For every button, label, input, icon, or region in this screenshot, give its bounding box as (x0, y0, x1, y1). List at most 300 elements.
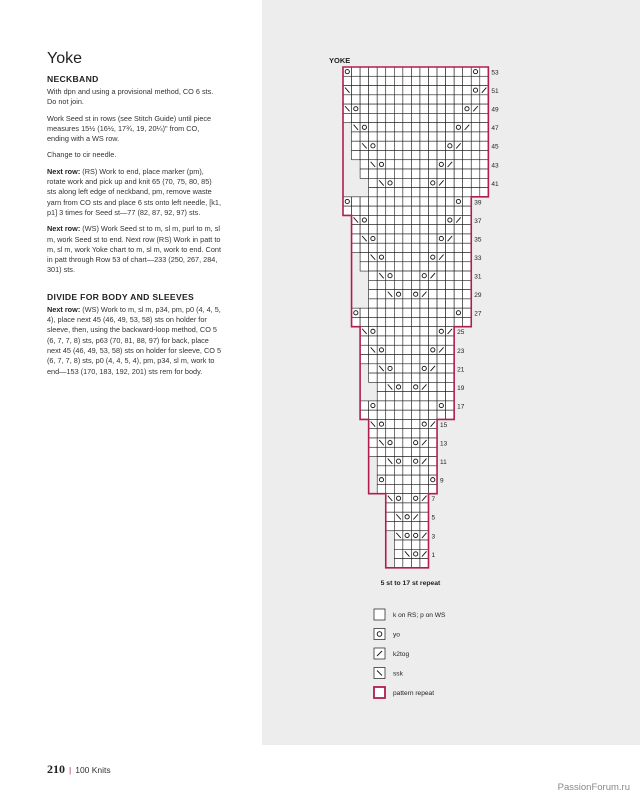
chart-cell (463, 113, 472, 122)
chart-cell (454, 86, 463, 95)
chart-cell (463, 243, 472, 252)
chart-cell (446, 67, 455, 76)
chart-cell (420, 280, 429, 289)
chart-cell (403, 531, 412, 540)
chart-cell (420, 123, 429, 132)
chart-cell (343, 113, 352, 122)
chart-cell (386, 280, 395, 289)
chart-cell (411, 429, 420, 438)
chart-cell (403, 169, 412, 178)
chart-cell (386, 253, 395, 262)
legend-yo-label: yo (393, 631, 400, 639)
chart-cell (394, 76, 403, 85)
chart-cell (411, 364, 420, 373)
chart-cell (369, 336, 378, 345)
chart-cell (377, 160, 386, 169)
chart-cell (403, 76, 412, 85)
row-label: 21 (457, 366, 465, 374)
chart-cell (394, 280, 403, 289)
chart-cell (411, 86, 420, 95)
chart-cell (352, 113, 361, 122)
chart-cell (386, 178, 395, 187)
chart-cell (377, 419, 386, 428)
chart-cell (429, 262, 438, 271)
chart-cell (352, 197, 361, 206)
chart-cell (394, 484, 403, 493)
chart-cell (403, 150, 412, 159)
row-label: 3 (431, 533, 436, 541)
chart-cell (386, 169, 395, 178)
chart-cell (454, 178, 463, 187)
chart-cell (369, 234, 378, 243)
chart-cell (411, 475, 420, 484)
chart-cell (454, 67, 463, 76)
chart-cell (463, 132, 472, 141)
chart-cell (437, 355, 446, 364)
row-lead: Next row: (47, 166, 81, 176)
chart-cell (377, 355, 386, 364)
chart-cell (437, 76, 446, 85)
chart-cell (377, 336, 386, 345)
chart-cell (429, 86, 438, 95)
chart-cell (386, 373, 395, 382)
chart-cell (429, 206, 438, 215)
chart-cell (463, 317, 472, 326)
chart-cell (394, 308, 403, 317)
chart-cell (429, 188, 438, 197)
chart-cell (394, 86, 403, 95)
chart-cell (386, 419, 395, 428)
chart-cell (352, 234, 361, 243)
chart-cell (369, 113, 378, 122)
chart-cell (411, 382, 420, 391)
chart-cell (386, 355, 395, 364)
chart-cell (394, 475, 403, 484)
chart-cell (377, 86, 386, 95)
chart-cell (360, 345, 369, 354)
chart-cell (403, 317, 412, 326)
chart-cell (420, 429, 429, 438)
row-label: 41 (491, 180, 499, 188)
chart-cell (446, 169, 455, 178)
chart-cell (403, 271, 412, 280)
chart-cell (454, 308, 463, 317)
chart-cell (437, 280, 446, 289)
chart-cell (420, 484, 429, 493)
chart-cell (377, 373, 386, 382)
chart-cell (429, 299, 438, 308)
chart-cell (352, 150, 361, 159)
chart-cell (403, 280, 412, 289)
chart-cell (386, 336, 395, 345)
chart-cell (411, 308, 420, 317)
row-label: 31 (474, 273, 482, 281)
chart-cell (411, 67, 420, 76)
row-label: 45 (491, 143, 499, 151)
chart-cell (394, 494, 403, 503)
chart-cell (369, 225, 378, 234)
chart-cell (420, 150, 429, 159)
chart-cell (403, 355, 412, 364)
chart-cell (454, 188, 463, 197)
chart-cell (437, 262, 446, 271)
chart-cell (369, 197, 378, 206)
chart-cell (420, 299, 429, 308)
chart-cell (369, 364, 378, 373)
chart-cell (463, 299, 472, 308)
chart-cell (403, 345, 412, 354)
chart-cell (437, 141, 446, 150)
chart-cell (394, 373, 403, 382)
chart-cell (403, 429, 412, 438)
chart-cell (377, 327, 386, 336)
chart-cell (403, 336, 412, 345)
chart-cell (420, 419, 429, 428)
chart-cell (411, 197, 420, 206)
chart-cell (377, 392, 386, 401)
legend-yo-box (374, 629, 385, 640)
chart-cell (446, 382, 455, 391)
chart-cell (420, 466, 429, 475)
chart-cell (463, 178, 472, 187)
chart-cell (420, 169, 429, 178)
chart-row (352, 234, 472, 253)
chart-row (360, 253, 471, 272)
chart-cell (411, 327, 420, 336)
chart-cell (386, 512, 395, 521)
chart-cell (411, 438, 420, 447)
chart-cell (437, 169, 446, 178)
chart-cell (437, 160, 446, 169)
chart-cell (386, 484, 395, 493)
chart-cell (471, 86, 480, 95)
chart-cell (369, 373, 378, 382)
chart-cell (420, 95, 429, 104)
chart-cell (403, 243, 412, 252)
chart-cell (429, 67, 438, 76)
chart-cell (471, 188, 480, 197)
chart-cell (446, 262, 455, 271)
chart-cell (429, 484, 438, 493)
chart-cell (394, 438, 403, 447)
chart-cell (429, 253, 438, 262)
chart-cell (360, 355, 369, 364)
chart-cell (403, 401, 412, 410)
section-title: Yoke (47, 50, 82, 67)
chart-cell (437, 382, 446, 391)
chart-cell (420, 475, 429, 484)
chart-cell (454, 243, 463, 252)
chart-cell (437, 290, 446, 299)
chart-cell (429, 429, 438, 438)
paragraph-next-row-ws (47, 224, 222, 275)
row-text: (RS) Work to end, place marker (pm), rotate work and pick up and knit 65 (70, 75, 80, 85) sts along left edge of neckband, pm, remove waste yarn from CO sts and place 6 sts onto left needle, [k1, p1] 3 times for Seed st—77 (82, 87, 92, 97) sts. (47, 166, 221, 217)
chart-cell (377, 95, 386, 104)
chart-cell (394, 364, 403, 373)
chart-cell (403, 447, 412, 456)
chart-cell (360, 150, 369, 159)
chart-cell (437, 327, 446, 336)
chart-cell (471, 150, 480, 159)
chart-cell (454, 234, 463, 243)
chart-cell (463, 290, 472, 299)
chart-cell (394, 327, 403, 336)
chart-cell (429, 336, 438, 345)
chart-cell (446, 271, 455, 280)
chart-cell (437, 95, 446, 104)
chart-cell (411, 521, 420, 530)
chart-cell (394, 559, 403, 568)
chart-cell (403, 364, 412, 373)
chart-cell (360, 215, 369, 224)
chart-cell (386, 503, 395, 512)
chart-cell (386, 123, 395, 132)
chart-cell (394, 345, 403, 354)
chart-cell (403, 410, 412, 419)
chart-cell (420, 392, 429, 401)
chart-cell (403, 95, 412, 104)
watermark: PassionForum.ru (557, 782, 630, 793)
chart-cell (369, 401, 378, 410)
chart-cell (471, 141, 480, 150)
chart-cell (429, 410, 438, 419)
chart-cell (411, 243, 420, 252)
chart-cell (394, 401, 403, 410)
chart-cell (471, 178, 480, 187)
chart-cell (446, 336, 455, 345)
chart-cell (377, 475, 386, 484)
chart-cell (394, 355, 403, 364)
chart-cell (352, 86, 361, 95)
chart-cell (377, 345, 386, 354)
neckband-heading: NECKBAND (47, 74, 99, 84)
chart-cell (360, 243, 369, 252)
chart-cell (411, 419, 420, 428)
chart-cell (463, 86, 472, 95)
chart-cell (386, 86, 395, 95)
chart-cell (437, 317, 446, 326)
chart-cell (437, 206, 446, 215)
chart-cell (403, 253, 412, 262)
row-label: 49 (491, 106, 499, 114)
chart-cell (420, 410, 429, 419)
chart-cell (377, 243, 386, 252)
chart-cell (403, 494, 412, 503)
chart-cell (471, 169, 480, 178)
chart-cell (369, 95, 378, 104)
chart-cell (446, 392, 455, 401)
chart-cell (411, 373, 420, 382)
chart-cell (360, 169, 369, 178)
chart-cell (369, 169, 378, 178)
chart-cell (437, 188, 446, 197)
chart-cell (437, 243, 446, 252)
chart-cell (377, 262, 386, 271)
chart-cell (377, 169, 386, 178)
chart-cell (480, 67, 489, 76)
chart-cell (403, 559, 412, 568)
row-label: 33 (474, 255, 482, 262)
chart-cell (429, 141, 438, 150)
chart-cell (420, 178, 429, 187)
chart-cell (454, 262, 463, 271)
chart-cell (403, 141, 412, 150)
chart-cell (411, 104, 420, 113)
row-label: 27 (474, 310, 482, 318)
chart-row (343, 67, 488, 86)
chart-cell (377, 466, 386, 475)
chart-cell (394, 419, 403, 428)
chart-cell (420, 76, 429, 85)
chart-cell (394, 382, 403, 391)
page-number: 210 (47, 762, 65, 776)
chart-cell (420, 345, 429, 354)
chart-cell (403, 308, 412, 317)
chart-cell (386, 317, 395, 326)
chart-cell (343, 76, 352, 85)
chart-cell (343, 197, 352, 206)
chart-cell (429, 234, 438, 243)
chart-cell (446, 225, 455, 234)
chart-cell (471, 160, 480, 169)
chart-cell (446, 206, 455, 215)
chart-cell (394, 317, 403, 326)
chart-cell (454, 104, 463, 113)
chart-cell (394, 429, 403, 438)
chart-row (352, 308, 472, 327)
chart-cell (454, 76, 463, 85)
chart-cell (429, 438, 438, 447)
legend-knit-label: k on RS; p on WS (393, 612, 446, 619)
chart-cell (386, 243, 395, 252)
paragraph-change-needle: Change to cir needle. (47, 150, 117, 160)
chart-cell (411, 215, 420, 224)
row-label: 23 (457, 347, 465, 355)
chart-cell (377, 150, 386, 159)
chart-cell (429, 169, 438, 178)
chart-cell (411, 253, 420, 262)
chart-cell (411, 160, 420, 169)
page-footer (47, 762, 111, 777)
chart-row (386, 494, 429, 513)
chart-cell (377, 104, 386, 113)
chart-row (343, 197, 471, 216)
chart-cell (429, 76, 438, 85)
chart-cell (386, 271, 395, 280)
chart-cell (446, 373, 455, 382)
chart-cell (403, 160, 412, 169)
chart-cell (394, 206, 403, 215)
row-label: 9 (440, 477, 444, 485)
chart-cell (480, 188, 489, 197)
chart-cell (394, 466, 403, 475)
chart-cell (394, 410, 403, 419)
chart-cell (454, 160, 463, 169)
chart-cell (437, 104, 446, 113)
chart-cell (429, 95, 438, 104)
chart-cell (369, 67, 378, 76)
chart-cell (403, 206, 412, 215)
chart-cell (403, 197, 412, 206)
chart-cell (394, 392, 403, 401)
chart-cell (369, 308, 378, 317)
chart-cell (403, 438, 412, 447)
chart-cell (394, 215, 403, 224)
chart-cell (446, 188, 455, 197)
chart-cell (394, 521, 403, 530)
chart-cell (471, 67, 480, 76)
chart-cell (403, 67, 412, 76)
row-label: 19 (457, 384, 465, 392)
chart-cell (352, 132, 361, 141)
chart-cell (394, 336, 403, 345)
chart-cell (463, 215, 472, 224)
chart-cell (394, 540, 403, 549)
chart-cell (360, 401, 369, 410)
chart-cell (377, 197, 386, 206)
chart-cell (394, 160, 403, 169)
row-label: 47 (491, 125, 499, 133)
chart-cell (352, 104, 361, 113)
row-label: 53 (491, 69, 499, 77)
chart-cell (463, 271, 472, 280)
chart-cell (411, 271, 420, 280)
chart-cell (377, 484, 386, 493)
chart-cell (454, 280, 463, 289)
chart-cell (369, 141, 378, 150)
chart-cell (369, 178, 378, 187)
chart-cell (437, 150, 446, 159)
chart-cell (360, 123, 369, 132)
chart-cell (411, 457, 420, 466)
chart-cell (480, 76, 489, 85)
chart-cell (463, 253, 472, 262)
chart-cell (446, 308, 455, 317)
paragraph-next-row-rs (47, 167, 222, 218)
chart-cell (420, 521, 429, 530)
chart-cell (429, 280, 438, 289)
chart-cell (386, 206, 395, 215)
chart-cell (446, 197, 455, 206)
chart-cell (420, 104, 429, 113)
row-text: (WS) Work Seed st to m, sl m, purl to m, sl m, work Seed st to end. Next row (RS) Work in patt to m, sl m, work Yoke chart to m, sl m, work to end. Cont in patt through Row 53 of chart—233 (250, 267, 284, 301) sts. (47, 224, 221, 275)
chart-cell (394, 234, 403, 243)
chart-cell (386, 132, 395, 141)
chart-cell (446, 215, 455, 224)
chart-cell (360, 262, 369, 271)
chart-cell (420, 540, 429, 549)
chart-cell (403, 521, 412, 530)
chart-cell (386, 67, 395, 76)
chart-cell (403, 262, 412, 271)
chart-cell (446, 243, 455, 252)
chart-cell (343, 67, 352, 76)
chart-cell (411, 141, 420, 150)
chart-cell (369, 410, 378, 419)
chart-cell (386, 327, 395, 336)
chart-cell (403, 234, 412, 243)
chart-cell (386, 188, 395, 197)
chart-cell (429, 466, 438, 475)
chart-cell (420, 234, 429, 243)
chart-cell (369, 150, 378, 159)
chart-cell (386, 364, 395, 373)
chart-cell (394, 169, 403, 178)
chart-cell (377, 67, 386, 76)
chart-cell (403, 86, 412, 95)
chart-row (369, 419, 437, 438)
chart-cell (420, 336, 429, 345)
